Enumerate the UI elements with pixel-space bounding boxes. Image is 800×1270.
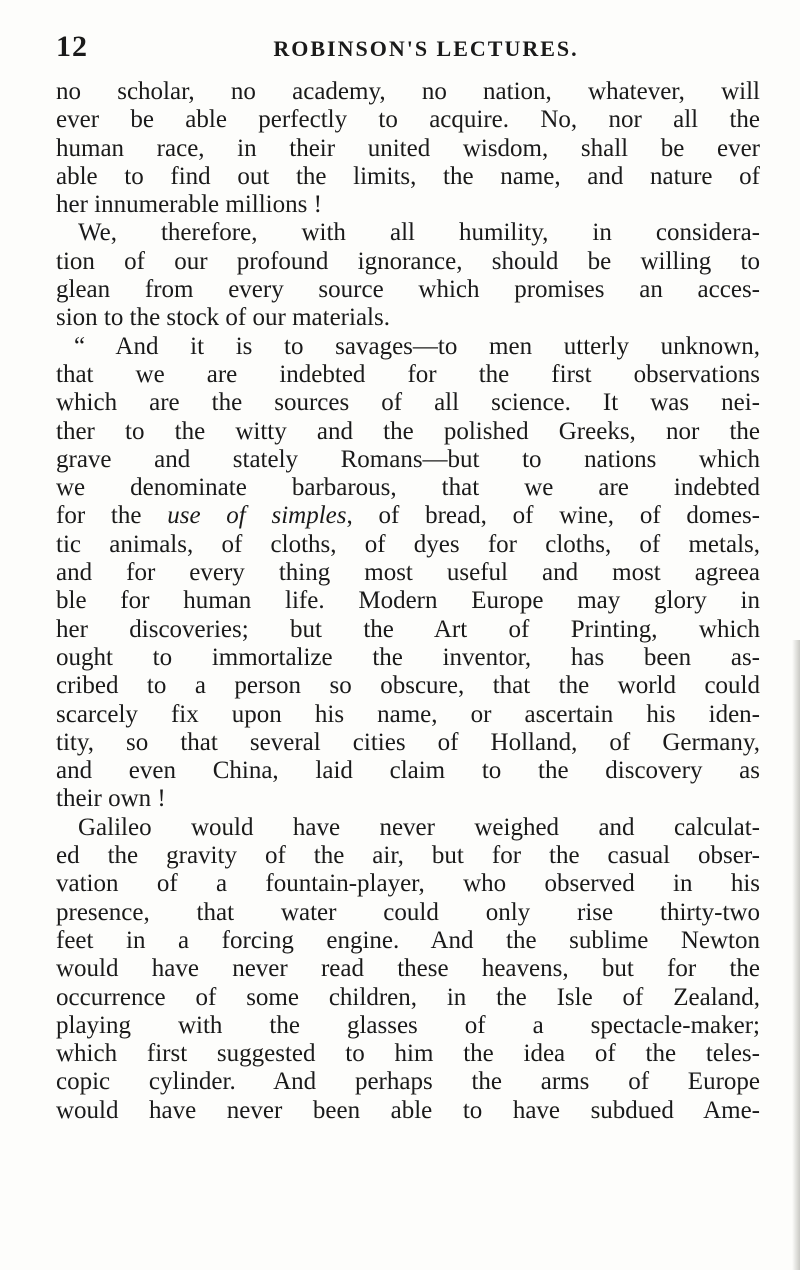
paragraph-start-line: We, therefore, with all humility, in considera-	[78, 219, 760, 247]
page-edge-shadow	[792, 640, 800, 1270]
text-line: vation of a fountain-player, who observed in his	[56, 870, 760, 898]
quotation-start-line: “ And it is to savages—to men utterly unknown,	[74, 332, 760, 360]
page-number: 12	[56, 30, 88, 63]
text-line: tic animals, of cloths, of dyes for cloths, of metals,	[56, 530, 760, 558]
text-line: that we are indebted for the first observations	[56, 360, 760, 388]
text-line: would have never read these heavens, but for the	[56, 955, 760, 983]
text-line: which are the sources of all science. It was nei-	[56, 389, 760, 417]
text-run: , of bread, of wine, of domes-	[346, 502, 760, 530]
paragraph-start-line: Galileo would have never weighed and calculat-	[78, 813, 760, 841]
text-line: grave and stately Romans—but to nations which	[56, 445, 760, 473]
text-line: human race, in their united wisdom, shall be ever	[56, 134, 760, 162]
italic-phrase: use of simples	[167, 502, 347, 530]
text-line: their own !	[56, 785, 166, 813]
text-run: for the	[56, 502, 168, 530]
text-line: ble for human life. Modern Europe may glory in	[56, 587, 760, 615]
text-line: copic cylinder. And perhaps the arms of Europe	[56, 1068, 760, 1096]
text-line: her discoveries; but the Art of Printing, which	[56, 615, 760, 643]
body-text	[56, 78, 760, 1125]
text-line: no scholar, no academy, no nation, whatever, will	[56, 78, 760, 105]
text-line: we denominate barbarous, that we are indebted	[56, 474, 760, 502]
text-line: which first suggested to him the idea of the teles-	[56, 1040, 760, 1068]
text-line: feet in a forcing engine. And the sublime Newton	[56, 926, 760, 954]
text-line: playing with the glasses of a spectacle-maker;	[56, 1011, 760, 1039]
text-line-with-italic	[56, 502, 760, 530]
text-line: presence, that water could only rise thirty-two	[56, 898, 760, 926]
text-line: and for every thing most useful and most agreea	[56, 559, 760, 587]
text-line: ever be able perfectly to acquire. No, nor all the	[56, 106, 760, 134]
text-line: would have never been able to have subdued Ame-	[56, 1096, 760, 1124]
text-line: tity, so that several cities of Holland, of Germany,	[56, 728, 760, 756]
running-title: ROBINSON'S LECTURES.	[273, 36, 579, 61]
text-line: able to find out the limits, the name, and nature of	[56, 162, 760, 190]
running-head	[56, 30, 760, 66]
text-line: ed the gravity of the air, but for the casual obser-	[56, 842, 760, 870]
text-line: ought to immortalize the inventor, has been as-	[56, 643, 760, 671]
text-line: tion of our profound ignorance, should be willing to	[56, 247, 760, 275]
text-line: her innumerable millions !	[56, 191, 322, 219]
text-line: glean from every source which promises an acces-	[56, 276, 760, 304]
text-line: and even China, laid claim to the discovery as	[56, 757, 760, 785]
text-line: cribed to a person so obscure, that the world could	[56, 672, 760, 700]
text-line: occurrence of some children, in the Isle of Zealand,	[56, 983, 760, 1011]
text-line: ther to the witty and the polished Greeks, nor the	[56, 417, 760, 445]
text-line: scarcely fix upon his name, or ascertain his iden-	[56, 700, 760, 728]
text-line: sion to the stock of our materials.	[56, 304, 390, 332]
